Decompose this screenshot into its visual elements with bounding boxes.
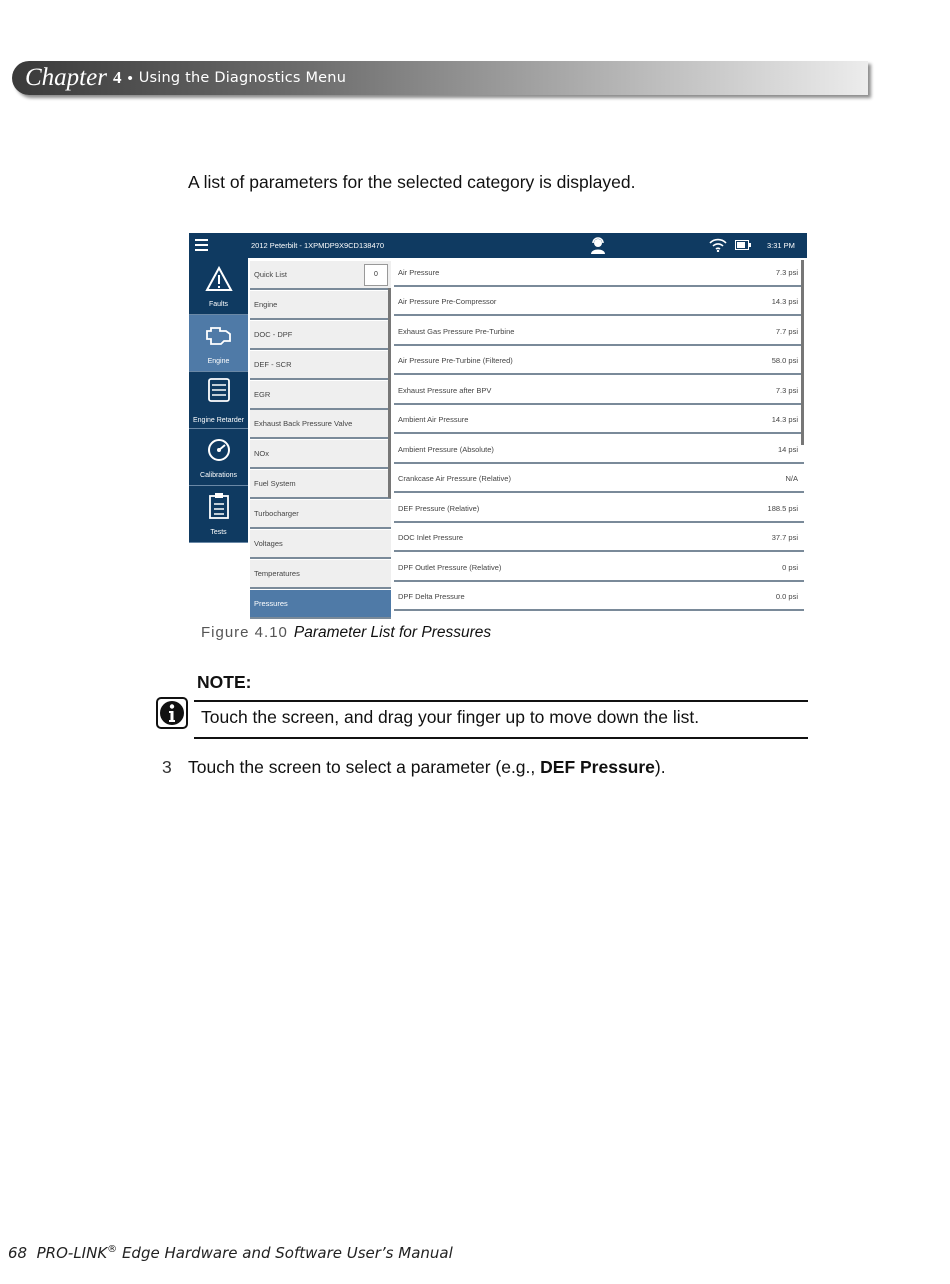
parameter-name: DPF Delta Pressure	[398, 592, 465, 602]
parameter-row[interactable]	[394, 435, 804, 464]
parameter-value: N/A	[785, 474, 798, 484]
category-item[interactable]	[250, 500, 391, 529]
category-item[interactable]	[250, 470, 391, 499]
step-text-bold: DEF Pressure	[540, 757, 655, 777]
category-quick-list[interactable]	[250, 261, 391, 290]
step-text	[188, 757, 666, 778]
parameter-row[interactable]	[394, 346, 804, 375]
parameter-name: DEF Pressure (Relative)	[398, 503, 480, 513]
step-text-before: Touch the screen to select a parameter (e.g.,	[188, 757, 541, 777]
chapter-number: 4	[112, 68, 122, 87]
page-footer	[8, 1244, 453, 1262]
parameter-value: 0 psi	[782, 562, 798, 572]
parameter-value: 14 psi	[777, 444, 798, 454]
category-item[interactable]	[250, 530, 391, 559]
side-nav	[189, 258, 248, 543]
category-label: NOx	[254, 449, 269, 459]
registered-mark: ®	[107, 1244, 118, 1255]
parameter-row[interactable]	[394, 317, 804, 346]
chapter-separator: •	[127, 69, 133, 87]
parameter-name: Exhaust Pressure after BPV	[398, 385, 492, 395]
parameter-row[interactable]	[394, 405, 804, 434]
category-item[interactable]	[250, 440, 391, 469]
parameter-row[interactable]	[394, 287, 804, 316]
category-label: DEF - SCR	[254, 359, 292, 369]
nav-calibrations[interactable]	[189, 429, 248, 486]
app-topbar	[189, 233, 807, 258]
parameter-row[interactable]	[394, 612, 804, 619]
parameter-name: Exhaust Gas Pressure Pre-Turbine	[398, 326, 515, 336]
parameter-row[interactable]	[394, 258, 804, 287]
category-label: Exhaust Back Pressure Valve	[254, 419, 353, 429]
nav-label: Engine Retarder	[193, 417, 244, 424]
category-item[interactable]	[250, 410, 391, 439]
figure-number: Figure 4.10	[201, 624, 288, 641]
intro-text: A list of parameters for the selected category is displayed.	[188, 172, 636, 192]
category-label: Voltages	[254, 539, 283, 549]
parameter-value: 58.0 psi	[771, 356, 798, 366]
battery-icon	[735, 240, 751, 250]
gauge-icon	[206, 437, 232, 461]
category-label: EGR	[254, 389, 271, 399]
parameter-row[interactable]	[394, 494, 804, 523]
footer-brand: PRO-LINK	[36, 1244, 108, 1262]
parameter-name: Air Pressure	[398, 268, 440, 277]
parameter-name: DOC Inlet Pressure	[398, 533, 464, 543]
parameter-row[interactable]	[394, 376, 804, 405]
parameter-name: DPF Outlet Pressure (Relative)	[398, 562, 502, 572]
parameter-value: 7.3 psi	[775, 268, 798, 277]
category-scrollbar[interactable]	[388, 288, 391, 498]
note-text: Touch the screen, and drag your finger up to move down the list.	[201, 707, 700, 727]
wifi-icon	[709, 238, 727, 252]
chapter-banner	[12, 61, 868, 95]
footer-title: Edge Hardware and Software User’s Manual	[121, 1244, 453, 1262]
parameter-value: 7.3 psi	[775, 385, 798, 395]
category-label: Engine	[254, 299, 278, 309]
page-number: 68	[8, 1244, 28, 1262]
parameter-list	[394, 258, 804, 619]
support-agent-icon[interactable]	[589, 236, 607, 254]
parameter-name: Air Pressure Pre-Compressor	[398, 297, 497, 307]
category-item[interactable]	[250, 560, 391, 589]
nav-tests[interactable]	[189, 486, 248, 543]
parameter-value: 7.7 psi	[775, 326, 798, 336]
parameter-name: Ambient Pressure (Absolute)	[398, 444, 494, 454]
nav-faults[interactable]	[189, 258, 248, 315]
category-item[interactable]	[250, 381, 391, 410]
figure-caption	[201, 624, 491, 642]
info-icon	[156, 697, 188, 729]
parameter-value: 37.7 psi	[771, 533, 798, 543]
chapter-word: Chapter	[25, 64, 107, 91]
hamburger-menu-icon[interactable]	[195, 239, 208, 251]
clipboard-icon	[208, 492, 230, 520]
parameter-row[interactable]	[394, 582, 804, 611]
parameter-name: Air Pressure Pre-Turbine (Filtered)	[398, 356, 513, 366]
category-label: Temperatures	[254, 568, 300, 578]
parameter-name: Crankcase Air Pressure (Relative)	[398, 474, 511, 484]
nav-label: Engine	[207, 358, 230, 365]
parameter-value: 0.0 psi	[775, 592, 798, 602]
category-item-selected[interactable]	[250, 590, 391, 619]
app-screenshot	[189, 233, 807, 619]
engine-icon	[204, 323, 234, 347]
category-label: Quick List	[254, 270, 287, 279]
parameter-scrollbar[interactable]	[801, 260, 804, 445]
category-label: Turbocharger	[254, 509, 299, 519]
figure-title: Parameter List for Pressures	[293, 624, 492, 641]
parameter-row[interactable]	[394, 464, 804, 493]
note-label: NOTE:	[197, 672, 252, 692]
category-label: DOC - DPF	[254, 329, 293, 339]
category-item[interactable]	[250, 351, 391, 380]
vehicle-title: 2012 Peterbilt - 1XPMDP9X9CD138470	[251, 241, 384, 250]
category-list	[250, 261, 391, 619]
clock: 3:31 PM	[767, 241, 795, 250]
nav-label: Tests	[210, 529, 227, 536]
category-label: Fuel System	[254, 479, 296, 489]
nav-engine-retarder[interactable]	[189, 372, 248, 429]
parameter-value: 14.3 psi	[771, 415, 798, 425]
category-label: Pressures	[254, 598, 288, 608]
category-item[interactable]	[250, 321, 391, 350]
nav-label: Faults	[208, 301, 229, 308]
note-rule-bottom	[194, 737, 808, 739]
quick-list-count: 0	[364, 264, 388, 286]
nav-label: Calibrations	[200, 472, 237, 479]
retarder-icon	[207, 377, 231, 403]
parameter-name: Ambient Air Pressure	[398, 415, 469, 425]
nav-engine[interactable]	[189, 315, 248, 372]
step-number: 3	[162, 757, 172, 777]
parameter-value: 14.3 psi	[771, 297, 798, 307]
chapter-title: Using the Diagnostics Menu	[138, 70, 347, 86]
note-rule-top	[194, 700, 808, 702]
parameter-row[interactable]	[394, 523, 804, 552]
parameter-value: 188.5 psi	[767, 503, 798, 513]
step-text-after: ).	[654, 757, 666, 777]
warning-icon	[205, 266, 233, 292]
category-item[interactable]	[250, 291, 391, 320]
parameter-row[interactable]	[394, 553, 804, 582]
